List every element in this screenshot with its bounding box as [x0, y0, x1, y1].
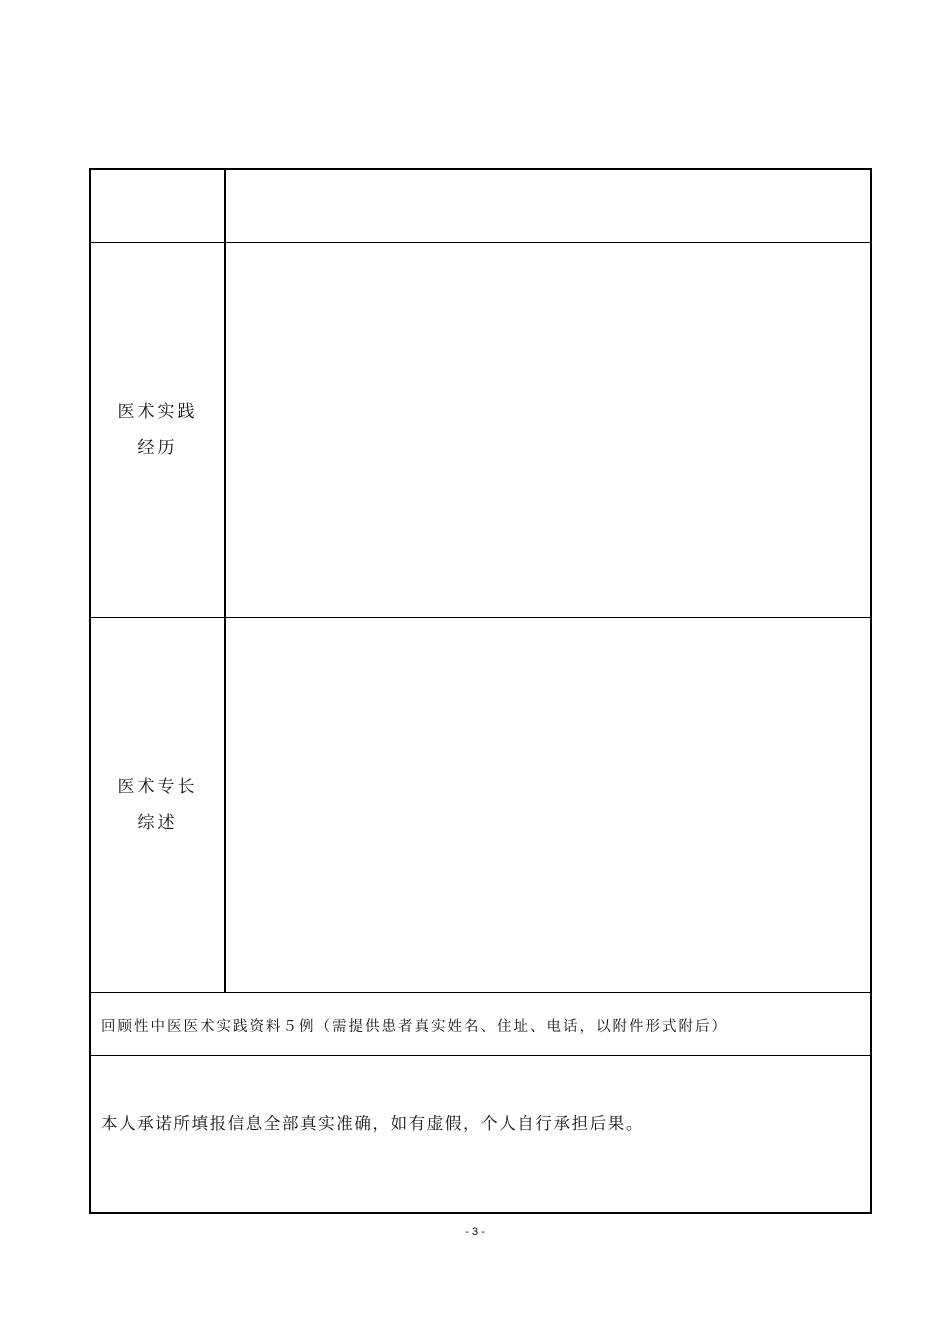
- practice-experience-label: [118, 394, 198, 466]
- label-line: 综述: [137, 813, 178, 833]
- form-row-pledge: [91, 1056, 870, 1212]
- form-row-top: [91, 170, 870, 243]
- form-row-practice-experience: [91, 243, 870, 618]
- application-form-table: [89, 168, 872, 1214]
- page-number: - 3 -: [465, 1226, 485, 1238]
- label-line: 医术实践: [117, 402, 198, 422]
- specialty-summary-field[interactable]: [226, 618, 870, 992]
- pledge-statement: 本人承诺所填报信息全部真实准确，如有虚假，个人自行承担后果。: [101, 1114, 644, 1133]
- form-row-specialty-summary: [91, 618, 870, 993]
- label-cell-specialty-summary: [91, 618, 226, 992]
- label-cell-blank: [91, 170, 226, 242]
- label-line: 经历: [137, 438, 178, 458]
- practice-experience-field[interactable]: [226, 243, 870, 617]
- specialty-summary-label: [118, 769, 198, 841]
- value-cell-blank[interactable]: [226, 170, 870, 242]
- form-row-case-materials: [91, 993, 870, 1056]
- case-materials-note: 回顾性中医医术实践资料５例（需提供患者真实姓名、住址、电话，以附件形式附后）: [101, 1019, 728, 1035]
- label-line: 医术专长: [117, 777, 198, 797]
- label-cell-practice-experience: [91, 243, 226, 617]
